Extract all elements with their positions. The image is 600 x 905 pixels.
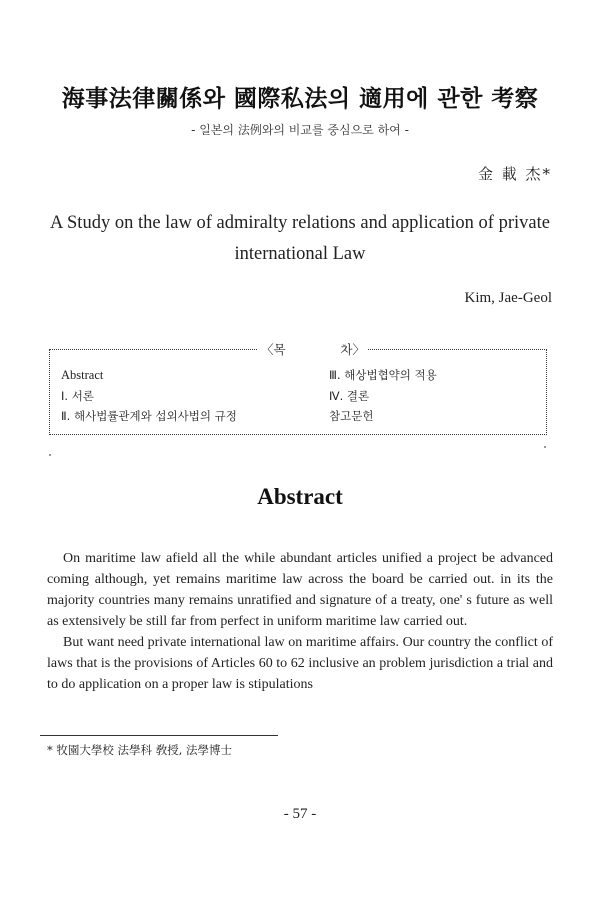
toc-heading-open: 〈목 xyxy=(261,342,286,357)
speck-mark xyxy=(49,454,51,456)
korean-subtitle: - 일본의 法例와의 비교를 중심으로 하여 - xyxy=(191,123,409,137)
toc-item[interactable]: Ⅰ. 서론 xyxy=(61,388,94,403)
toc-item[interactable]: 참고문헌 xyxy=(329,409,374,423)
author-footnote: * 牧園大學校 法學科 敎授, 法學博士 xyxy=(47,743,233,757)
toc-item[interactable]: Ⅳ. 결론 xyxy=(329,388,370,403)
korean-author: 金 載 杰* xyxy=(477,165,552,183)
speck-mark xyxy=(544,446,546,448)
toc-item[interactable]: Ⅱ. 해사법률관계와 섭외사법의 규정 xyxy=(61,409,237,423)
toc-heading-close: 차〉 xyxy=(340,342,365,357)
page-number: - 57 - xyxy=(283,806,317,822)
abstract-paragraph: On maritime law afield all the while abundant articles unified a project be advanced coming although, yet remains maritime law across the board be carried out. in its the majority countries many remains unratified and signature of a treaty, one' s future as well as extensively be still far from perfect in uniform maritime law carried out. xyxy=(47,551,553,629)
abstract-body xyxy=(47,548,553,695)
toc-item[interactable]: Ⅲ. 해상법협약의 적용 xyxy=(329,368,437,382)
abstract-heading: Abstract xyxy=(257,484,343,509)
english-title: A Study on the law of admiralty relations and application of private international Law xyxy=(50,213,550,264)
korean-title: 海事法律關係와 國際私法의 適用에 관한 考察 xyxy=(61,85,539,112)
toc-right-column xyxy=(329,365,437,427)
english-author: Kim, Jae-Geol xyxy=(464,290,552,306)
toc-item[interactable]: Abstract xyxy=(61,368,104,382)
toc-heading xyxy=(258,340,368,358)
table-of-contents xyxy=(49,340,547,435)
toc-left-column xyxy=(61,365,237,427)
footnote-divider xyxy=(40,735,278,736)
abstract-paragraph: But want need private international law on maritime affairs. Our country the conflict of laws that is the provisions of Articles 60 to 62 inclusive an problem jurisdiction a trial and to do application on a proper law is stipulations xyxy=(47,635,553,692)
